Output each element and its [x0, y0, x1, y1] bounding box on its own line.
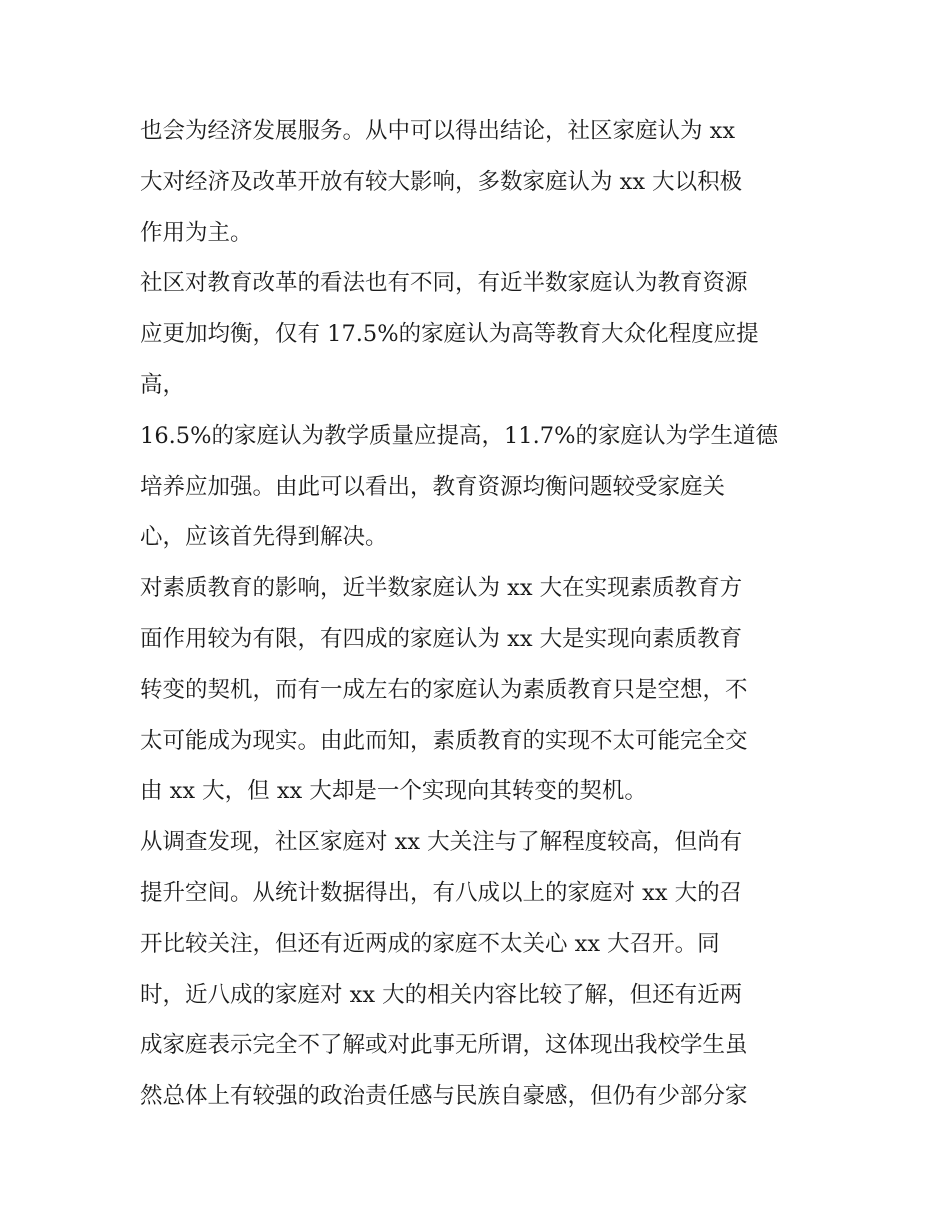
text-line: 16.5%的家庭认为教学质量应提高，11.7%的家庭认为学生道德: [140, 422, 778, 449]
text-line: 也会为经济发展服务。从中可以得出结论，社区家庭认为 xx: [140, 118, 736, 144]
text-line: 应更加均衡，仅有 17.5%的家庭认为高等教育大众化程度应提: [140, 321, 759, 348]
text-line: 由 xx 大，但 xx 大却是一个实现向其转变的契机。: [140, 778, 647, 805]
text-line: 成家庭表示完全不了解或对此事无所谓，这体现出我校学生虽: [140, 1032, 748, 1059]
text-line: 大对经济及改革开放有较大影响，多数家庭认为 xx 大以积极: [140, 168, 743, 195]
text-line: 高，: [140, 371, 186, 398]
text-line: 转变的契机，而有一成左右的家庭认为素质教育只是空想，不: [140, 676, 748, 703]
text-line: 开比较关注，但还有近两成的家庭不太关心 xx 大召开。同: [140, 930, 720, 957]
text-line: 从调查发现，社区家庭对 xx 大关注与了解程度较高，但尚有: [140, 829, 743, 856]
text-line: 提升空间。从统计数据得出，有八成以上的家庭对 xx 大的召: [140, 879, 743, 906]
document-body-text: [140, 106, 820, 1122]
text-line: 作用为主。: [140, 219, 253, 246]
text-line: 时，近八成的家庭对 xx 大的相关内容比较了解，但还有近两: [140, 981, 743, 1008]
text-line: 然总体上有较强的政治责任感与民族自豪感，但仍有少部分家: [140, 1083, 748, 1110]
text-line: 心，应该首先得到解决。: [140, 524, 388, 551]
text-line: 太可能成为现实。由此而知，素质教育的实现不太可能完全交: [140, 727, 748, 754]
text-line: 对素质教育的影响，近半数家庭认为 xx 大在实现素质教育方: [140, 575, 743, 602]
text-line: 面作用较为有限，有四成的家庭认为 xx 大是实现向素质教育: [140, 625, 743, 652]
text-line: 社区对教育改革的看法也有不同，有近半数家庭认为教育资源: [140, 270, 748, 297]
text-line: 培养应加强。由此可以看出，教育资源均衡问题较受家庭关: [140, 473, 726, 500]
